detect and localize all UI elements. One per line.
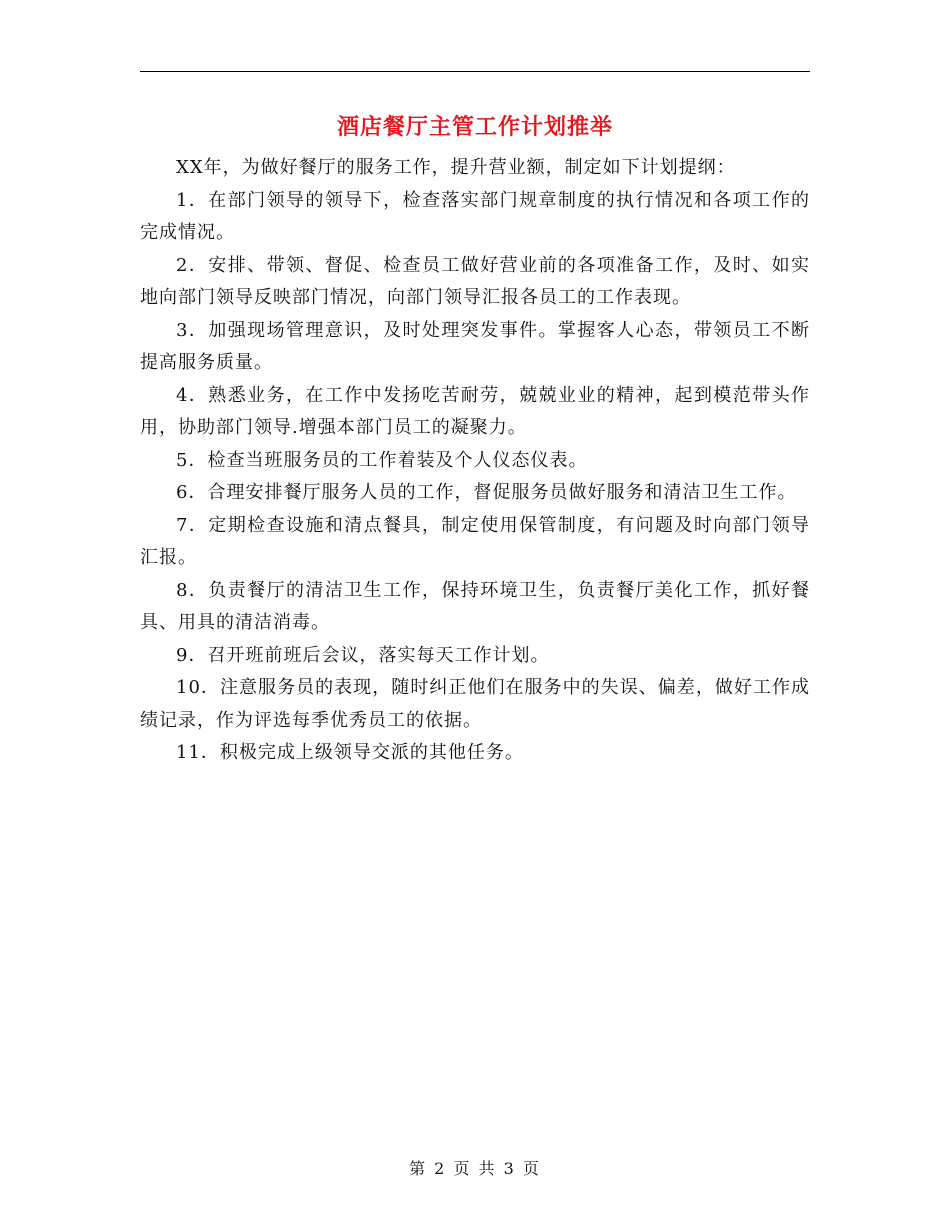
paragraph-item-2: 2．安排、带领、督促、检查员工做好营业前的各项准备工作，及时、如实地向部门领导反映部门情况，向部门领导汇报各员工的工作表现。 — [140, 254, 810, 308]
document-title: 酒店餐厅主管工作计划推举 — [336, 114, 613, 140]
document-body — [140, 152, 810, 770]
paragraph-item-8: 8．负责餐厅的清洁卫生工作，保持环境卫生，负责餐厅美化工作，抓好餐具、用具的清洁消毒。 — [140, 579, 810, 633]
header-rule — [140, 71, 810, 72]
paragraph-item-3: 3．加强现场管理意识，及时处理突发事件。掌握客人心态，带领员工不断提高服务质量。 — [140, 319, 810, 373]
paragraph-intro: XX年，为做好餐厅的服务工作，提升营业额，制定如下计划提纲： — [176, 157, 736, 178]
paragraph-item-4: 4．熟悉业务，在工作中发扬吃苦耐劳，兢兢业业的精神，起到模范带头作用，协助部门领导.增强本部门员工的凝聚力。 — [140, 384, 810, 438]
paragraph-item-1: 1．在部门领导的领导下，检查落实部门规章制度的执行情况和各项工作的完成情况。 — [140, 189, 810, 243]
page-number: 第 2 页 共 3 页 — [409, 1159, 541, 1178]
paragraph-item-11: 11．积极完成上级领导交派的其他任务。 — [176, 742, 524, 763]
paragraph-item-7: 7．定期检查设施和清点餐具，制定使用保管制度，有问题及时向部门领导汇报。 — [140, 514, 810, 568]
paragraph-item-9: 9．召开班前班后会议，落实每天工作计划。 — [176, 644, 550, 666]
paragraph-item-6: 6．合理安排餐厅服务人员的工作，督促服务员做好服务和清洁卫生工作。 — [176, 482, 797, 503]
paragraph-item-5: 5．检查当班服务员的工作着装及个人仪态仪表。 — [176, 449, 588, 471]
paragraph-item-10: 10．注意服务员的表现，随时纠正他们在服务中的失误、偏差，做好工作成绩记录，作为评选每季优秀员工的依据。 — [140, 677, 810, 731]
